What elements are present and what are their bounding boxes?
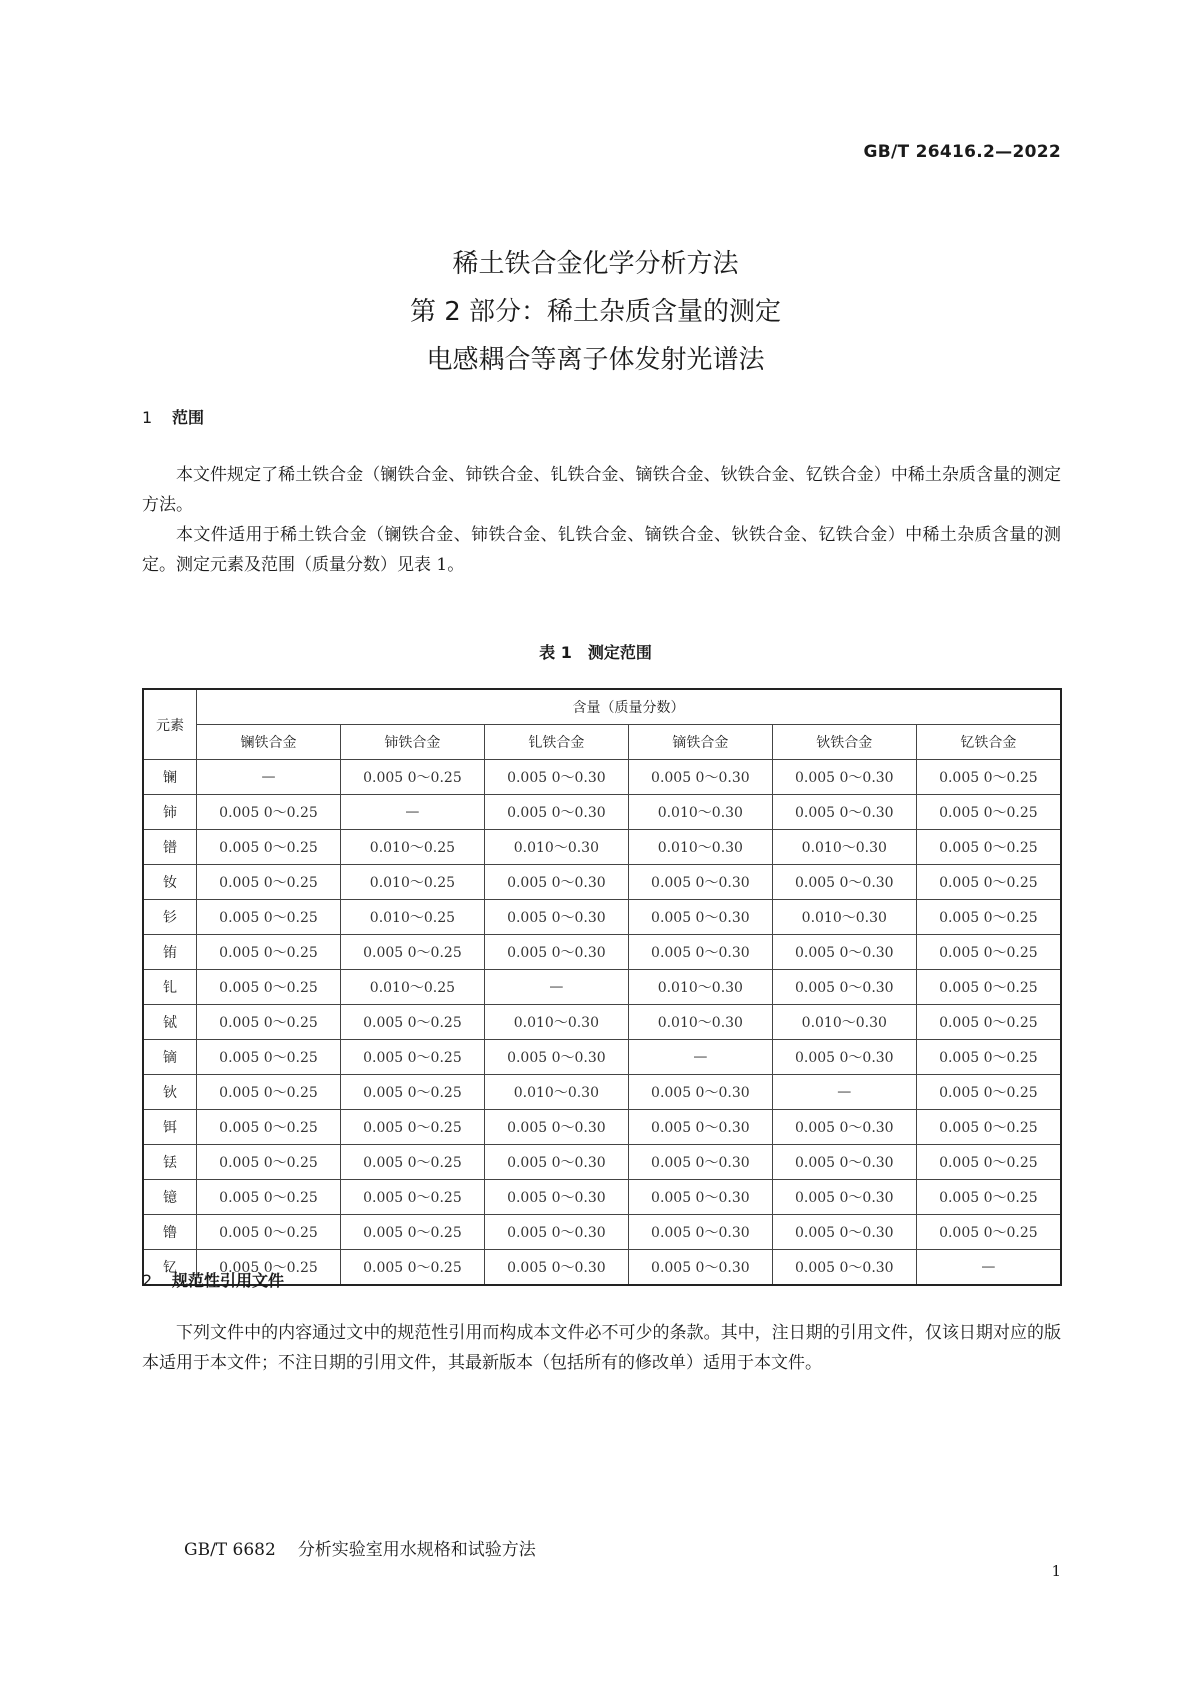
range-cell: 0.005 0～0.25 [197,1075,341,1110]
table-header-row [143,689,1061,725]
range-cell: 0.005 0～0.25 [197,935,341,970]
table-row [143,1040,1061,1075]
range-cell: 0.005 0～0.25 [340,935,484,970]
range-cell: 0.010～0.25 [340,865,484,900]
table-row [143,1215,1061,1250]
range-cell: 0.005 0～0.25 [916,795,1061,830]
table-row [143,900,1061,935]
range-cell: 0.005 0～0.30 [628,760,772,795]
table-row [143,935,1061,970]
element-cell: 镥 [143,1215,197,1250]
range-cell: 0.005 0～0.25 [916,1110,1061,1145]
column-header-alloy: 铈铁合金 [340,725,484,760]
range-cell: 0.005 0～0.25 [197,1005,341,1040]
range-cell: 0.005 0～0.30 [628,1110,772,1145]
range-cell: 0.005 0～0.30 [628,1215,772,1250]
page-number: 1 [1051,1562,1061,1580]
range-cell: 0.010～0.30 [484,1075,628,1110]
range-cell: 0.005 0～0.25 [197,1040,341,1075]
range-cell: 0.005 0～0.25 [340,1005,484,1040]
range-cell: 0.010～0.30 [484,1005,628,1040]
range-cell: 0.005 0～0.30 [772,1250,916,1286]
range-cell: 0.005 0～0.30 [772,760,916,795]
range-cell: 0.010～0.30 [772,900,916,935]
range-cell: — [772,1075,916,1110]
range-cell: 0.005 0～0.30 [628,1145,772,1180]
range-cell: 0.005 0～0.30 [772,935,916,970]
element-cell: 镨 [143,830,197,865]
range-cell: 0.005 0～0.30 [628,935,772,970]
range-cell: 0.005 0～0.25 [916,865,1061,900]
range-cell: 0.010～0.25 [340,970,484,1005]
range-cell: 0.005 0～0.25 [340,1110,484,1145]
range-cell: 0.005 0～0.25 [197,830,341,865]
column-header-content: 含量（质量分数） [197,689,1062,725]
range-cell: 0.005 0～0.30 [772,1215,916,1250]
table-row [143,1110,1061,1145]
range-cell: 0.005 0～0.25 [197,1110,341,1145]
element-cell: 钐 [143,900,197,935]
table-row [143,1145,1061,1180]
range-cell: 0.005 0～0.25 [340,1215,484,1250]
element-cell: 镝 [143,1040,197,1075]
section-2-heading [142,1268,284,1291]
table-row [143,830,1061,865]
element-cell: 钇 [143,1250,197,1286]
reference-code: GB/T 6682 [184,1540,276,1560]
column-header-alloy: 镝铁合金 [628,725,772,760]
table-1-scope [142,688,1062,1286]
range-cell: 0.005 0～0.30 [484,1180,628,1215]
range-cell: 0.005 0～0.30 [772,795,916,830]
range-cell: 0.005 0～0.25 [340,1040,484,1075]
range-cell: 0.005 0～0.25 [916,900,1061,935]
range-cell: 0.005 0～0.30 [628,1075,772,1110]
range-cell: 0.005 0～0.25 [197,970,341,1005]
range-cell: 0.005 0～0.25 [197,900,341,935]
range-cell: 0.005 0～0.25 [197,1215,341,1250]
range-cell: 0.005 0～0.30 [484,900,628,935]
table-row [143,795,1061,830]
table-row [143,865,1061,900]
section-2-paragraph-1: 下列文件中的内容通过文中的规范性引用而构成本文件必不可少的条款。其中，注日期的引用文件，仅该日期对应的版本适用于本文件；不注日期的引用文件，其最新版本（包括所有的修改单）适用于本文件。 [142,1323,1061,1373]
range-cell: 0.010～0.30 [628,970,772,1005]
table-row [143,1180,1061,1215]
range-cell: 0.005 0～0.30 [628,1250,772,1286]
range-cell: 0.005 0～0.25 [340,1075,484,1110]
range-cell: 0.005 0～0.25 [916,1145,1061,1180]
range-cell: 0.005 0～0.25 [197,865,341,900]
reference-title: 分析实验室用水规格和试验方法 [297,1540,536,1560]
element-cell: 铈 [143,795,197,830]
section-1-heading [142,405,204,428]
range-cell: 0.010～0.30 [772,1005,916,1040]
table-1-caption: 表 1 测定范围 [539,643,652,662]
range-cell: 0.005 0～0.30 [484,1110,628,1145]
title-line-1: 稀土铁合金化学分析方法 [452,249,739,279]
section-1-paragraph-2: 本文件适用于稀土铁合金（镧铁合金、铈铁合金、钆铁合金、镝铁合金、钬铁合金、钇铁合金）中稀土杂质含量的测定。测定元素及范围（质量分数）见表 1。 [142,525,1061,575]
range-cell: 0.010～0.30 [484,830,628,865]
range-cell: 0.005 0～0.30 [772,970,916,1005]
section-2-number: 2 [142,1271,153,1290]
range-cell: 0.005 0～0.30 [484,1215,628,1250]
range-cell: 0.005 0～0.30 [484,865,628,900]
range-cell: 0.005 0～0.25 [197,1180,341,1215]
column-header-alloy: 钬铁合金 [772,725,916,760]
range-cell: 0.010～0.30 [628,795,772,830]
range-cell: 0.005 0～0.30 [772,1110,916,1145]
range-cell: 0.005 0～0.30 [484,795,628,830]
range-cell: 0.005 0～0.30 [628,1180,772,1215]
range-cell: 0.005 0～0.30 [772,1180,916,1215]
range-cell: 0.010～0.30 [628,830,772,865]
table-row [143,760,1061,795]
range-cell: 0.005 0～0.25 [197,1250,341,1286]
range-cell: 0.005 0～0.25 [916,935,1061,970]
column-header-alloy: 钆铁合金 [484,725,628,760]
table-row [143,1075,1061,1110]
table-row [143,970,1061,1005]
range-cell: 0.005 0～0.25 [340,760,484,795]
range-cell: 0.005 0～0.25 [916,1075,1061,1110]
range-cell: 0.005 0～0.25 [340,1145,484,1180]
table-row [143,1005,1061,1040]
range-cell: 0.005 0～0.30 [484,1145,628,1180]
column-header-alloy: 钇铁合金 [916,725,1061,760]
range-cell: 0.005 0～0.25 [916,830,1061,865]
element-cell: 钬 [143,1075,197,1110]
range-cell: 0.010～0.25 [340,830,484,865]
range-cell: 0.010～0.30 [772,830,916,865]
table-body [143,760,1061,1286]
title-line-2: 第 2 部分：稀土杂质含量的测定 [409,297,782,327]
table-alloy-header-row [143,725,1061,760]
range-cell: — [340,795,484,830]
column-header-alloy: 镧铁合金 [197,725,341,760]
range-cell: 0.005 0～0.30 [484,1250,628,1286]
element-cell: 铥 [143,1145,197,1180]
element-cell: 镧 [143,760,197,795]
range-cell: 0.005 0～0.25 [916,1005,1061,1040]
element-cell: 铒 [143,1110,197,1145]
range-cell: 0.005 0～0.30 [628,865,772,900]
range-cell: 0.005 0～0.25 [340,1250,484,1286]
section-2-title: 规范性引用文件 [172,1271,285,1290]
element-cell: 铕 [143,935,197,970]
section-1-paragraph-1: 本文件规定了稀土铁合金（镧铁合金、铈铁合金、钆铁合金、镝铁合金、钬铁合金、钇铁合金）中稀土杂质含量的测定方法。 [142,465,1061,515]
range-cell: — [484,970,628,1005]
range-cell: 0.005 0～0.30 [772,1145,916,1180]
range-cell: 0.005 0～0.30 [484,1040,628,1075]
range-cell: 0.005 0～0.30 [772,865,916,900]
range-cell: 0.005 0～0.25 [916,970,1061,1005]
element-cell: 镱 [143,1180,197,1215]
range-cell: 0.005 0～0.25 [340,1180,484,1215]
title-line-3: 电感耦合等离子体发射光谱法 [426,345,765,375]
range-cell: 0.005 0～0.30 [484,760,628,795]
document-title [0,240,1191,384]
range-cell: — [628,1040,772,1075]
section-1-title: 范围 [172,408,205,427]
range-cell: 0.005 0～0.30 [772,1040,916,1075]
range-cell: 0.005 0～0.25 [916,1180,1061,1215]
element-cell: 钕 [143,865,197,900]
range-cell: 0.005 0～0.25 [916,1040,1061,1075]
range-cell: 0.005 0～0.25 [197,1145,341,1180]
column-header-element: 元素 [143,689,197,760]
range-cell: 0.010～0.25 [340,900,484,935]
element-cell: 钆 [143,970,197,1005]
range-cell: 0.005 0～0.25 [197,795,341,830]
section-1-number: 1 [142,408,153,427]
normative-reference [184,1535,536,1560]
range-cell: 0.005 0～0.25 [916,1215,1061,1250]
element-cell: 铽 [143,1005,197,1040]
range-cell: 0.010～0.30 [628,1005,772,1040]
standard-number: GB/T 26416.2—2022 [863,142,1061,162]
range-cell: — [197,760,341,795]
range-cell: — [916,1250,1061,1286]
range-cell: 0.005 0～0.25 [916,760,1061,795]
range-cell: 0.005 0～0.30 [628,900,772,935]
range-cell: 0.005 0～0.30 [484,935,628,970]
